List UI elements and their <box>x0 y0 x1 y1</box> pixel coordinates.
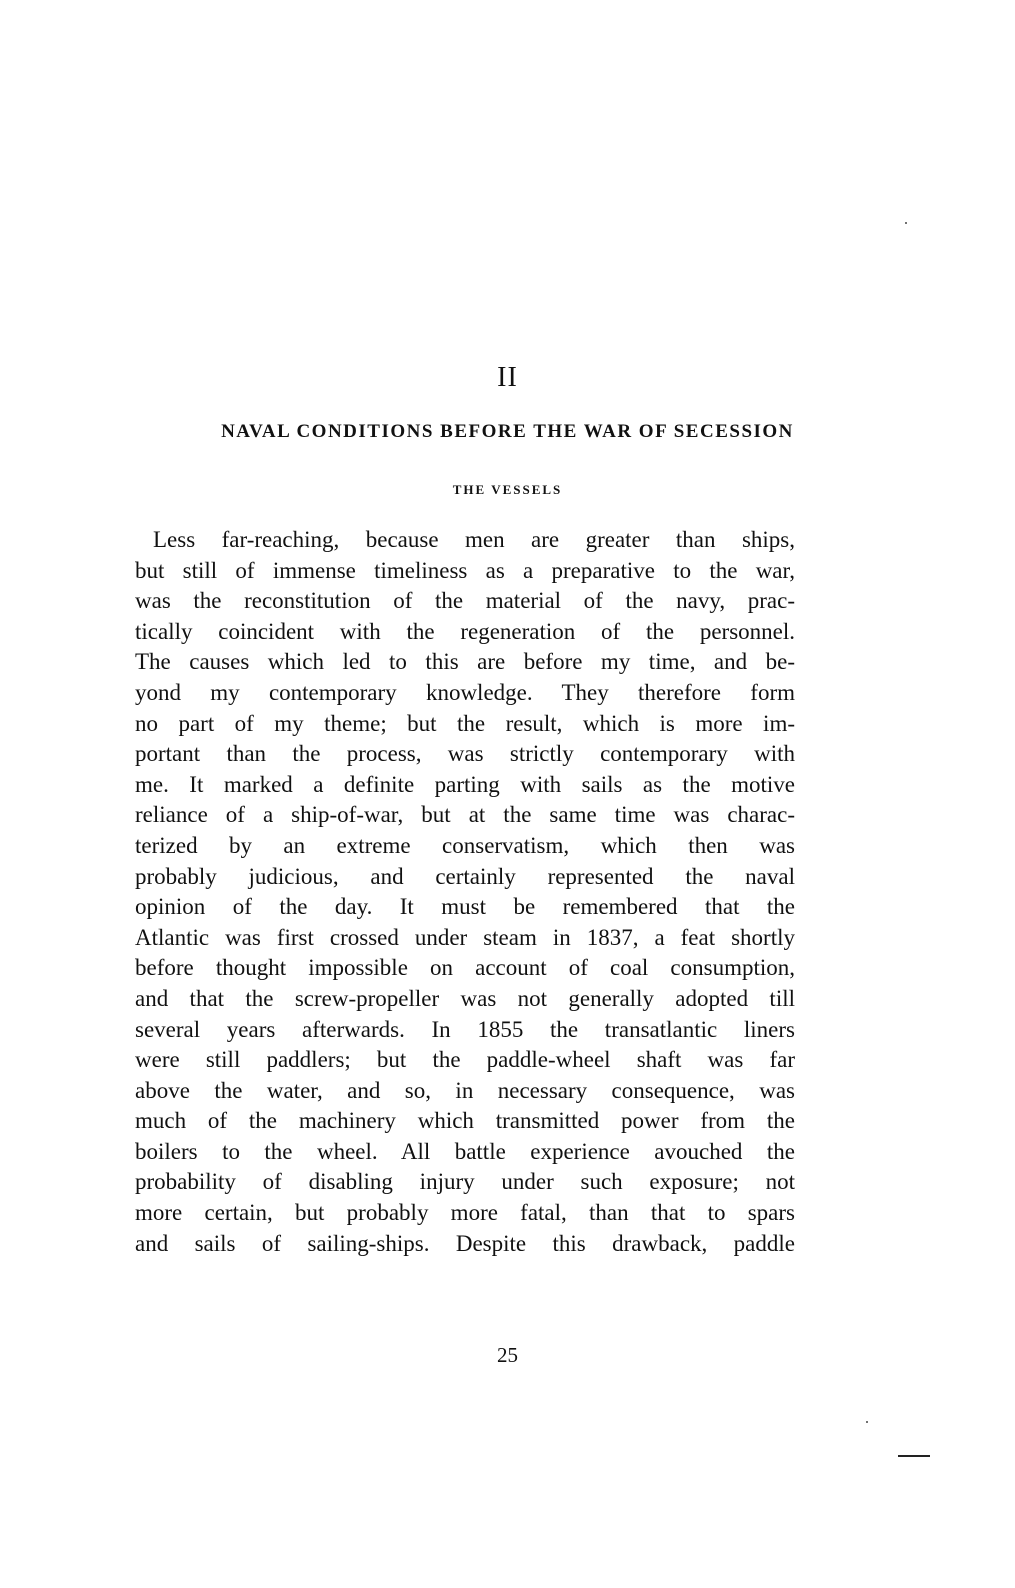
text-line: me. It marked a definite parting with sails as the motive <box>135 771 795 797</box>
text-line: much of the machinery which transmitted power from the <box>135 1108 795 1134</box>
section-title: THE VESSELS <box>452 482 563 497</box>
text-line: were still paddlers; but the paddle-wheel shaft was far <box>135 1047 795 1073</box>
text-line: was the reconstitution of the material of the navy, prac- <box>135 588 795 614</box>
text-line: no part of my theme; but the result, which is more im- <box>135 710 795 736</box>
text-line: yond my contemporary knowledge. They therefore form <box>135 679 795 705</box>
body-paragraph <box>135 525 795 1259</box>
text-line: but still of immense timeliness as a preparative to the war, <box>135 557 795 583</box>
text-line: opinion of the day. It must be remembered that the <box>135 894 795 920</box>
text-line: before thought impossible on account of coal consumption, <box>135 955 795 981</box>
text-line: more certain, but probably more fatal, than that to spars <box>135 1200 795 1226</box>
margin-rule <box>898 1455 930 1457</box>
text-line: Less far-reaching, because men are greater than ships, <box>153 527 795 552</box>
chapter-title: NAVAL CONDITIONS BEFORE THE WAR OF SECESSION <box>221 421 794 442</box>
text-line: tically coincident with the regeneration of the personnel. <box>135 618 795 644</box>
text-line: probably judicious, and certainly represented the naval <box>135 863 795 889</box>
text-line: above the water, and so, in necessary consequence, was <box>135 1077 795 1103</box>
text-line: portant than the process, was strictly contemporary with <box>135 741 795 767</box>
text-line: terized by an extreme conservatism, which then was <box>135 832 795 858</box>
text-line: and that the screw-propeller was not generally adopted till <box>135 985 795 1011</box>
text-line: probability of disabling injury under such exposure; not <box>135 1169 795 1195</box>
chapter-number: II <box>497 362 518 393</box>
text-line: and sails of sailing-ships. Despite this drawback, paddle <box>135 1230 795 1256</box>
text-line: reliance of a ship-of-war, but at the same time was charac- <box>135 802 795 828</box>
page-number: 25 <box>497 1343 518 1367</box>
scan-speck <box>905 222 907 224</box>
text-line: boilers to the wheel. All battle experience avouched the <box>135 1138 795 1164</box>
text-line: several years afterwards. In 1855 the transatlantic liners <box>135 1016 795 1042</box>
text-line: Atlantic was first crossed under steam in 1837, a feat shortly <box>135 924 795 950</box>
scan-speck <box>866 1421 868 1423</box>
text-line: The causes which led to this are before my time, and be- <box>135 649 795 675</box>
